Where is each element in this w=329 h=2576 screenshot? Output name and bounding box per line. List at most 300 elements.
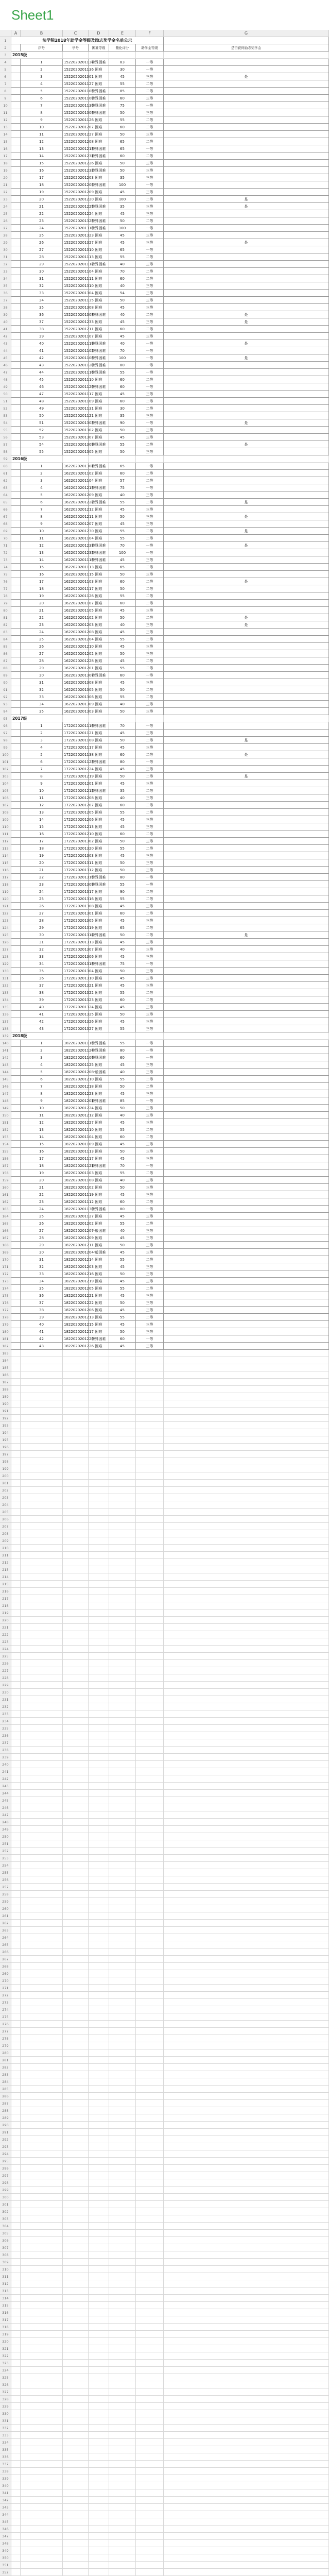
cell[interactable] — [11, 1977, 21, 1985]
cell[interactable]: 二等 — [136, 196, 164, 203]
cell[interactable] — [109, 2316, 136, 2324]
cell[interactable] — [164, 109, 329, 116]
cell[interactable] — [89, 2533, 109, 2540]
cell[interactable] — [63, 2352, 89, 2360]
cell[interactable] — [164, 2287, 329, 2295]
cell[interactable] — [109, 1783, 136, 1790]
cell[interactable]: 16 — [21, 831, 63, 838]
cell[interactable] — [136, 2287, 164, 2295]
row-number[interactable]: 4 — [0, 59, 11, 66]
cell[interactable] — [11, 2309, 21, 2316]
row-number[interactable]: 315 — [0, 2302, 11, 2309]
cell[interactable]: 60 — [109, 802, 136, 809]
cell[interactable]: 三等 — [136, 232, 164, 239]
cell[interactable]: 困难 — [89, 1278, 109, 1285]
cell[interactable] — [164, 1876, 329, 1884]
row-number[interactable]: 170 — [0, 1256, 11, 1263]
cell[interactable] — [136, 1811, 164, 1819]
row-number[interactable]: 221 — [0, 1624, 11, 1631]
cell[interactable] — [164, 1379, 329, 1386]
cell[interactable] — [63, 1761, 89, 1768]
cell[interactable]: 16 — [21, 1148, 63, 1155]
cell[interactable] — [11, 1285, 21, 1292]
cell[interactable]: 三等 — [136, 95, 164, 102]
cell[interactable]: 30 — [21, 268, 63, 275]
cell[interactable] — [164, 160, 329, 167]
cell[interactable] — [11, 1660, 21, 1667]
cell[interactable] — [136, 2179, 164, 2187]
cell[interactable] — [11, 1112, 21, 1119]
cell[interactable] — [89, 2179, 109, 2187]
cell[interactable] — [63, 2215, 89, 2223]
cell[interactable] — [21, 1747, 63, 1754]
cell[interactable]: 45 — [109, 391, 136, 398]
cell[interactable] — [164, 535, 329, 542]
cell[interactable]: 55 — [109, 881, 136, 888]
cell[interactable] — [136, 2187, 164, 2194]
row-number[interactable]: 299 — [0, 2187, 11, 2194]
cell[interactable] — [89, 1487, 109, 1494]
cell[interactable] — [136, 2172, 164, 2179]
row-number[interactable]: 276 — [0, 2021, 11, 2028]
cell[interactable] — [21, 2540, 63, 2547]
cell[interactable] — [63, 1977, 89, 1985]
cell[interactable] — [63, 2381, 89, 2388]
cell[interactable] — [11, 802, 21, 809]
cell[interactable]: 困难 — [89, 520, 109, 528]
row-number[interactable]: 62 — [0, 477, 11, 484]
cell[interactable]: 1622020201201 — [63, 665, 89, 672]
cell[interactable] — [164, 780, 329, 787]
row-number[interactable]: 204 — [0, 1501, 11, 1509]
cell[interactable]: 16 — [21, 167, 63, 174]
cell[interactable] — [109, 2461, 136, 2468]
cell[interactable] — [11, 1292, 21, 1299]
cell[interactable] — [164, 1941, 329, 1948]
cell[interactable] — [136, 1790, 164, 1797]
cell[interactable] — [164, 2497, 329, 2504]
cell[interactable] — [11, 2057, 21, 2064]
cell[interactable] — [109, 1559, 136, 1566]
cell[interactable] — [164, 556, 329, 564]
cell[interactable]: 40 — [109, 311, 136, 318]
row-number[interactable]: 241 — [0, 1768, 11, 1775]
row-number[interactable]: 46 — [0, 362, 11, 369]
cell[interactable]: 困难 — [89, 614, 109, 621]
row-number[interactable]: 309 — [0, 2259, 11, 2266]
cell[interactable]: 1722020201312 — [63, 867, 89, 874]
cell[interactable]: 45 — [109, 607, 136, 614]
row-number[interactable]: 143 — [0, 1061, 11, 1069]
cell[interactable] — [164, 1797, 329, 1804]
cell[interactable] — [164, 686, 329, 693]
row-number[interactable]: 341 — [0, 2489, 11, 2497]
cell[interactable]: 1522020201310 — [63, 282, 89, 290]
cell[interactable] — [63, 1804, 89, 1811]
cell[interactable] — [109, 2533, 136, 2540]
cell[interactable] — [164, 405, 329, 412]
cell[interactable]: 1822020201103 — [63, 1170, 89, 1177]
row-number[interactable]: 191 — [0, 1408, 11, 1415]
cell[interactable] — [136, 2136, 164, 2143]
cell[interactable] — [63, 2129, 89, 2136]
cell[interactable]: 三等 — [136, 1105, 164, 1112]
cell[interactable] — [11, 679, 21, 686]
row-number[interactable]: 13 — [0, 124, 11, 131]
cell[interactable] — [11, 1725, 21, 1732]
cell[interactable] — [164, 787, 329, 794]
cell[interactable]: 70 — [109, 1162, 136, 1170]
row-number[interactable]: 52 — [0, 405, 11, 412]
cell[interactable] — [164, 434, 329, 441]
row-number[interactable]: 293 — [0, 2143, 11, 2150]
cell[interactable] — [109, 1696, 136, 1703]
cell[interactable] — [164, 2208, 329, 2215]
cell[interactable] — [89, 2071, 109, 2078]
row-number[interactable]: 37 — [0, 297, 11, 304]
cell[interactable]: 二等 — [136, 405, 164, 412]
row-number[interactable]: 216 — [0, 1588, 11, 1595]
cell[interactable]: 32 — [21, 946, 63, 953]
cell[interactable] — [89, 2086, 109, 2093]
cell[interactable]: 困难 — [89, 66, 109, 73]
row-number[interactable]: 323 — [0, 2360, 11, 2367]
cell[interactable]: 特殊困难 — [89, 340, 109, 347]
cell[interactable] — [164, 2518, 329, 2526]
cell[interactable]: 一般困难 — [89, 1227, 109, 1234]
cell[interactable] — [136, 1739, 164, 1747]
cell[interactable]: 特殊困难 — [89, 542, 109, 549]
row-number[interactable]: 269 — [0, 1970, 11, 1977]
cell[interactable]: 困难 — [89, 816, 109, 823]
cell[interactable] — [63, 2035, 89, 2042]
section-label[interactable]: 2016级 — [11, 455, 63, 463]
cell[interactable]: 80 — [109, 1206, 136, 1213]
cell[interactable]: 1522020201226 — [63, 160, 89, 167]
cell[interactable]: 42 — [21, 1018, 63, 1025]
cell[interactable] — [164, 88, 329, 95]
cell[interactable] — [63, 1357, 89, 1364]
cell[interactable] — [11, 44, 21, 52]
cell[interactable]: 1522020201126 — [63, 116, 89, 124]
cell[interactable]: 特殊困难 — [89, 1335, 109, 1343]
row-number[interactable]: 102 — [0, 766, 11, 773]
row-number[interactable]: 183 — [0, 1350, 11, 1357]
cell[interactable] — [11, 88, 21, 95]
cell[interactable]: 13 — [21, 145, 63, 152]
cell[interactable]: 39 — [21, 996, 63, 1004]
cell[interactable] — [11, 2107, 21, 2114]
cell[interactable]: 29 — [21, 924, 63, 931]
cell[interactable] — [136, 2093, 164, 2100]
row-number[interactable]: 266 — [0, 1948, 11, 1956]
cell[interactable]: 三等 — [136, 1191, 164, 1198]
cell[interactable] — [21, 1703, 63, 1710]
cell[interactable] — [89, 2035, 109, 2042]
cell[interactable] — [164, 1213, 329, 1220]
cell[interactable]: 12 — [21, 802, 63, 809]
cell[interactable]: 1622020201207 — [63, 520, 89, 528]
cell[interactable] — [11, 1162, 21, 1170]
cell[interactable]: 27 — [21, 910, 63, 917]
cell[interactable] — [136, 2374, 164, 2381]
cell[interactable] — [11, 1472, 21, 1480]
cell[interactable]: 1722020201315 — [63, 874, 89, 881]
cell[interactable] — [164, 2100, 329, 2107]
row-number[interactable]: 128 — [0, 953, 11, 960]
row-number[interactable]: 84 — [0, 636, 11, 643]
cell[interactable]: 1822020201215 — [63, 1321, 89, 1328]
row-number[interactable]: 307 — [0, 2244, 11, 2251]
cell[interactable] — [11, 2562, 21, 2569]
cell[interactable] — [136, 2049, 164, 2057]
cell[interactable]: 是 — [164, 542, 329, 549]
cell[interactable] — [11, 1537, 21, 1545]
cell[interactable] — [11, 2554, 21, 2562]
cell[interactable] — [89, 2194, 109, 2201]
cell[interactable] — [89, 1992, 109, 1999]
cell[interactable]: 1522020201106 — [63, 354, 89, 362]
cell[interactable] — [164, 794, 329, 802]
cell[interactable] — [11, 398, 21, 405]
cell[interactable]: 三等 — [136, 1307, 164, 1314]
cell[interactable] — [136, 1458, 164, 1465]
cell[interactable]: 45 — [109, 953, 136, 960]
cell[interactable] — [63, 2554, 89, 2562]
cell[interactable] — [109, 2432, 136, 2439]
cell[interactable]: 24 — [21, 888, 63, 895]
cell[interactable] — [136, 2086, 164, 2093]
cell[interactable] — [11, 2150, 21, 2158]
cell[interactable]: 14 — [21, 152, 63, 160]
row-number[interactable]: 228 — [0, 1674, 11, 1682]
cell[interactable]: 困难 — [89, 1328, 109, 1335]
column-header[interactable]: A — [11, 30, 21, 37]
cell[interactable] — [136, 2381, 164, 2388]
cell[interactable] — [164, 1783, 329, 1790]
cell[interactable] — [136, 1869, 164, 1876]
cell[interactable] — [11, 780, 21, 787]
cell[interactable] — [89, 1444, 109, 1451]
row-number[interactable]: 60 — [0, 463, 11, 470]
row-number[interactable]: 230 — [0, 1689, 11, 1696]
cell[interactable]: 23 — [21, 217, 63, 225]
cell[interactable] — [89, 1985, 109, 1992]
cell[interactable] — [136, 2266, 164, 2273]
cell[interactable]: 1522020201105 — [63, 88, 89, 95]
row-number[interactable]: 220 — [0, 1617, 11, 1624]
cell[interactable]: 1622020201301 — [63, 463, 89, 470]
cell[interactable]: 三等 — [136, 520, 164, 528]
cell[interactable] — [109, 1624, 136, 1631]
cell[interactable] — [109, 1689, 136, 1696]
cell[interactable] — [164, 2489, 329, 2497]
cell[interactable] — [164, 138, 329, 145]
cell[interactable] — [63, 1660, 89, 1667]
cell[interactable] — [11, 2432, 21, 2439]
cell[interactable] — [89, 2446, 109, 2453]
row-number[interactable]: 351 — [0, 2562, 11, 2569]
cell[interactable]: 1522020201134 — [63, 59, 89, 66]
row-number[interactable]: 325 — [0, 2374, 11, 2381]
row-number[interactable]: 314 — [0, 2295, 11, 2302]
cell[interactable] — [63, 2518, 89, 2526]
cell[interactable] — [89, 1927, 109, 1934]
cell[interactable]: 41 — [21, 1328, 63, 1335]
cell[interactable] — [11, 1667, 21, 1674]
cell[interactable] — [11, 225, 21, 232]
cell[interactable] — [89, 2172, 109, 2179]
cell[interactable]: 28 — [21, 657, 63, 665]
cell[interactable] — [89, 1948, 109, 1956]
cell[interactable] — [11, 1516, 21, 1523]
row-number[interactable]: 225 — [0, 1653, 11, 1660]
cell[interactable] — [136, 1833, 164, 1840]
cell[interactable]: 1822020201220 — [63, 1335, 89, 1343]
cell[interactable]: 一等 — [136, 362, 164, 369]
row-number[interactable]: 153 — [0, 1133, 11, 1141]
cell[interactable]: 困难 — [89, 492, 109, 499]
cell[interactable] — [164, 59, 329, 66]
row-number[interactable]: 169 — [0, 1249, 11, 1256]
cell[interactable] — [21, 2194, 63, 2201]
cell[interactable] — [89, 2497, 109, 2504]
cell[interactable]: 1522020201308 — [63, 311, 89, 318]
cell[interactable]: 三等 — [136, 412, 164, 419]
cell[interactable]: 70 — [109, 542, 136, 549]
cell[interactable] — [109, 1999, 136, 2006]
cell[interactable]: 27 — [21, 1227, 63, 1234]
cell[interactable] — [164, 1956, 329, 1963]
cell[interactable] — [21, 2136, 63, 2143]
cell[interactable] — [11, 2316, 21, 2324]
cell[interactable] — [136, 1451, 164, 1458]
cell[interactable] — [63, 2266, 89, 2273]
cell[interactable] — [109, 2540, 136, 2547]
cell[interactable]: 100 — [109, 181, 136, 189]
cell[interactable]: 三等 — [136, 290, 164, 297]
cell[interactable] — [136, 2396, 164, 2403]
cell[interactable] — [11, 650, 21, 657]
cell[interactable] — [21, 1819, 63, 1826]
cell[interactable] — [89, 2316, 109, 2324]
cell[interactable] — [136, 2028, 164, 2035]
cell[interactable]: 困难 — [89, 686, 109, 693]
cell[interactable]: 30 — [109, 66, 136, 73]
cell[interactable] — [109, 2352, 136, 2360]
cell[interactable]: 11 — [21, 535, 63, 542]
cell[interactable] — [136, 1646, 164, 1653]
row-number[interactable]: 87 — [0, 657, 11, 665]
cell[interactable]: 1822020201110 — [63, 1126, 89, 1133]
cell[interactable]: 45 — [109, 1191, 136, 1198]
cell[interactable] — [164, 210, 329, 217]
cell[interactable]: 一等 — [136, 225, 164, 232]
cell[interactable] — [164, 520, 329, 528]
cell[interactable]: 困难 — [89, 845, 109, 852]
cell[interactable]: 三等 — [136, 917, 164, 924]
cell[interactable]: 1722020201302 — [63, 838, 89, 845]
cell[interactable]: 二等 — [136, 809, 164, 816]
cell[interactable]: 33 — [21, 290, 63, 297]
cell[interactable]: 1722020201116 — [63, 722, 89, 730]
cell[interactable]: 三等 — [136, 708, 164, 715]
cell[interactable] — [21, 2049, 63, 2057]
cell[interactable]: 5 — [21, 88, 63, 95]
row-number[interactable]: 188 — [0, 1386, 11, 1393]
row-number[interactable]: 327 — [0, 2388, 11, 2396]
cell[interactable] — [63, 1393, 89, 1400]
cell[interactable] — [63, 2302, 89, 2309]
cell[interactable]: 50 — [109, 708, 136, 715]
column-title[interactable]: 困难等级 — [89, 44, 109, 52]
cell[interactable] — [109, 1465, 136, 1472]
row-number[interactable]: 305 — [0, 2230, 11, 2237]
cell[interactable]: 1522020201108 — [63, 95, 89, 102]
cell[interactable] — [109, 2396, 136, 2403]
cell[interactable] — [11, 1573, 21, 1581]
cell[interactable] — [164, 758, 329, 766]
cell[interactable]: 48 — [21, 398, 63, 405]
cell[interactable] — [11, 2540, 21, 2547]
cell[interactable] — [63, 1646, 89, 1653]
cell[interactable]: 35 — [109, 412, 136, 419]
cell[interactable]: 1 — [21, 59, 63, 66]
cell[interactable]: 1522020201301 — [63, 73, 89, 80]
cell[interactable]: 45 — [109, 1234, 136, 1242]
cell[interactable] — [89, 1480, 109, 1487]
cell[interactable] — [11, 73, 21, 80]
cell[interactable] — [11, 1588, 21, 1595]
cell[interactable] — [109, 2021, 136, 2028]
cell[interactable]: 1822020201202 — [63, 1220, 89, 1227]
cell[interactable] — [164, 124, 329, 131]
row-number[interactable]: 130 — [0, 968, 11, 975]
cell[interactable] — [89, 2511, 109, 2518]
cell[interactable] — [11, 1004, 21, 1011]
cell[interactable] — [164, 802, 329, 809]
cell[interactable]: 1622020201303 — [63, 708, 89, 715]
cell[interactable] — [164, 2381, 329, 2388]
cell[interactable] — [89, 2540, 109, 2547]
cell[interactable]: 特殊困难 — [89, 225, 109, 232]
cell[interactable] — [21, 1941, 63, 1948]
cell[interactable]: 困难 — [89, 730, 109, 737]
row-number[interactable]: 187 — [0, 1379, 11, 1386]
cell[interactable]: 12 — [21, 542, 63, 549]
cell[interactable] — [164, 982, 329, 989]
cell[interactable] — [11, 1220, 21, 1227]
row-number[interactable]: 255 — [0, 1869, 11, 1876]
cell[interactable] — [63, 1790, 89, 1797]
cell[interactable] — [63, 1537, 89, 1545]
cell[interactable]: 二等 — [136, 888, 164, 895]
cell[interactable] — [109, 1400, 136, 1408]
cell[interactable]: 45 — [109, 1278, 136, 1285]
cell[interactable]: 困难 — [89, 665, 109, 672]
cell[interactable] — [136, 1963, 164, 1970]
cell[interactable] — [89, 1689, 109, 1696]
cell[interactable]: 40 — [109, 1177, 136, 1184]
cell[interactable] — [11, 1963, 21, 1970]
cell[interactable] — [109, 1581, 136, 1588]
cell[interactable]: 1822020201125 — [63, 1061, 89, 1069]
cell[interactable]: 困难 — [89, 1018, 109, 1025]
row-number[interactable]: 257 — [0, 1884, 11, 1891]
cell[interactable] — [63, 2410, 89, 2417]
cell[interactable]: 特殊困难 — [89, 758, 109, 766]
cell[interactable] — [109, 1898, 136, 1905]
